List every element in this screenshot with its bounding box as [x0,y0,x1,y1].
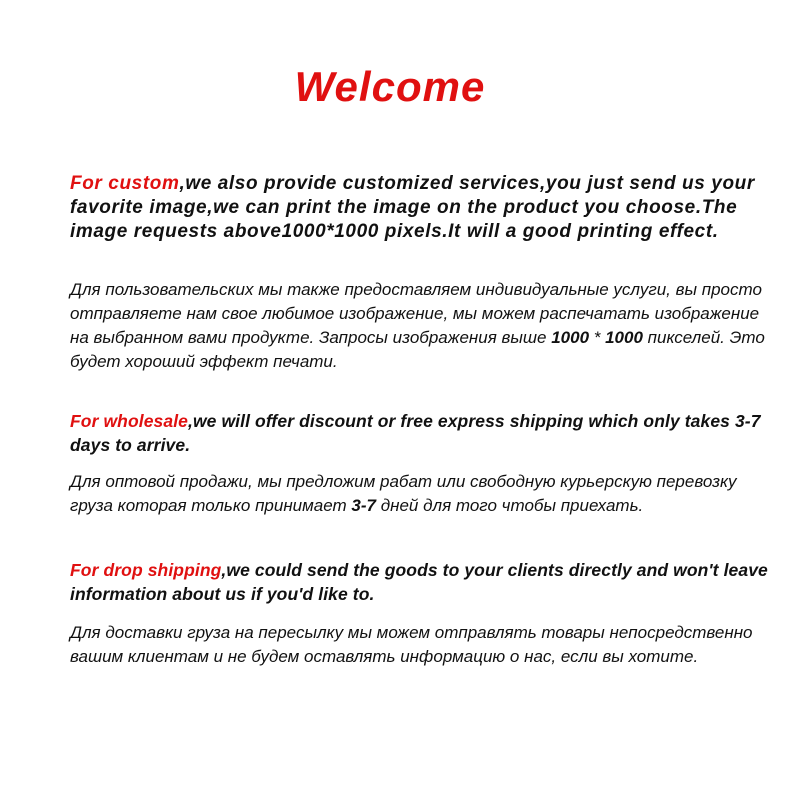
wholesale-english-paragraph [70,409,770,457]
drop-shipping-russian-paragraph: Для доставки груза на пересылку мы можем отправлять товары непосредственно вашим клиентам и не будем оставлять информацию о нас, если вы хотите. [70,623,753,666]
wholesale-section-russian [70,470,770,518]
custom-russian-text-2: * [589,328,606,347]
drop-shipping-lead-label: For drop shipping [70,560,222,580]
custom-english-paragraph [70,172,770,244]
drop-shipping-section-english [70,558,770,606]
wholesale-section-english [70,409,770,457]
custom-russian-number-1: 1000 [551,328,590,347]
custom-russian-paragraph [70,278,770,374]
drop-shipping-section-russian [70,621,770,669]
wholesale-russian-text-1: Для оптовой продажи, мы предложим рабат или свободную курьерскую перевозку груза которая только принимает [70,472,737,515]
custom-section-english [70,172,770,244]
page-title: Welcome [294,63,486,110]
wholesale-english-text: ,we will offer discount or free express shipping which only takes 3-7 days to arrive. [70,411,761,455]
custom-russian-number-2: 1000 [605,328,643,347]
drop-shipping-english-paragraph [70,558,770,606]
custom-section-russian [70,278,770,374]
custom-russian-text-3: пикселей. Это будет хороший эффект печати. [70,328,765,371]
wholesale-lead-label: For wholesale [70,411,188,431]
wholesale-russian-number: 3-7 [351,496,376,515]
custom-english-text: ,we also provide customized services,you just send us your favorite image,we can print the image on the product you choose.The image requests above1000*1000 pixels.It will a good printing effect. [70,173,755,242]
drop-shipping-english-text: ,we could send the goods to your clients directly and won't leave information about us if you'd like to. [70,560,768,604]
custom-lead-label: For custom [70,173,180,194]
wholesale-russian-text-2: дней для того чтобы приехать. [375,496,644,515]
custom-russian-text-1: Для пользовательских мы также предоставляем индивидуальные услуги, вы просто отправляете нам свое любимое изображение, мы можем распечатать изображение на выбранном вами продукте. Запросы изображения выше [70,280,762,347]
wholesale-russian-paragraph [70,470,770,518]
